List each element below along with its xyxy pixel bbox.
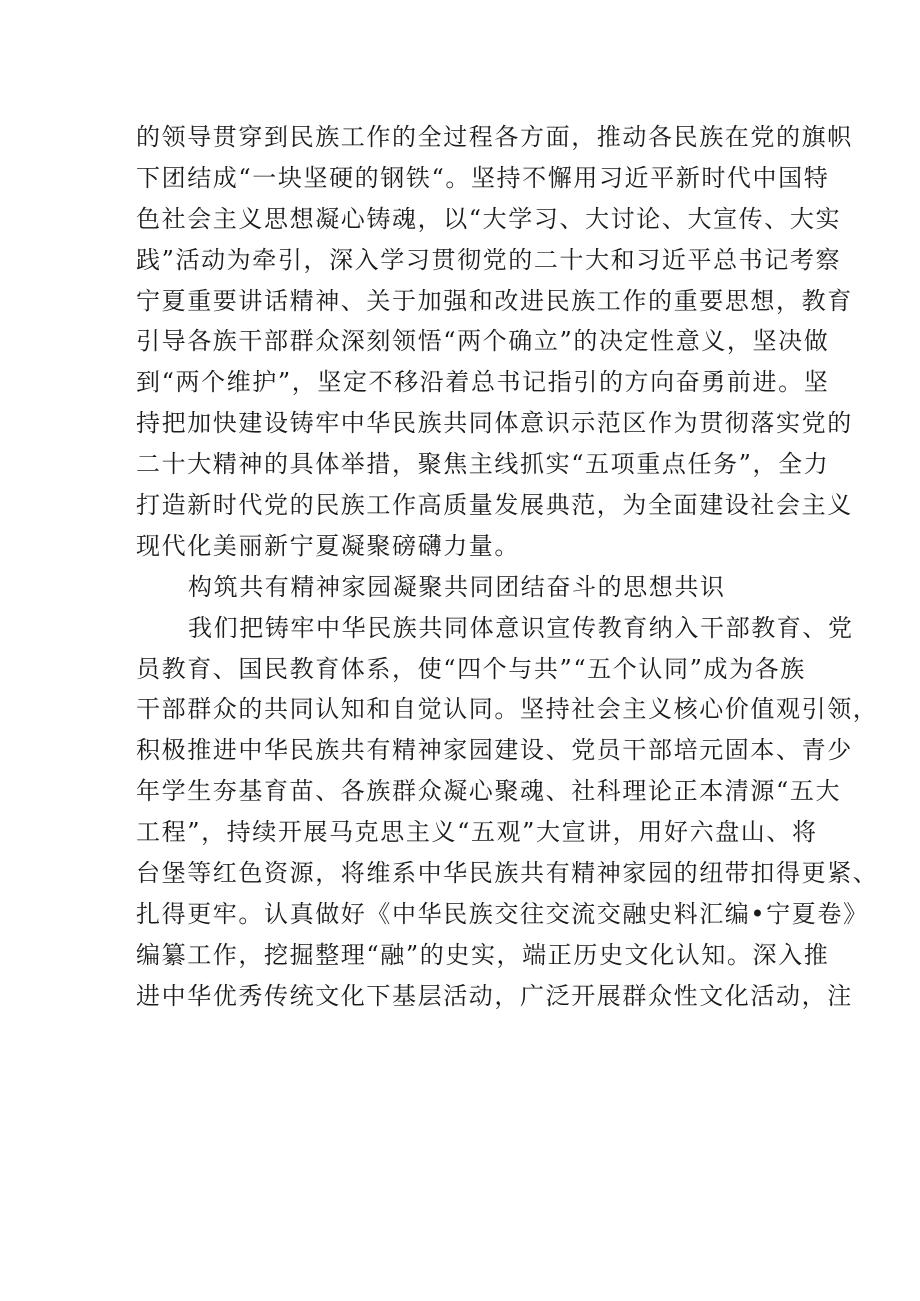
paragraph-line-6: 引导各族干部群众深刻领悟“两个确立”的决定性意义，坚决做 xyxy=(136,327,830,356)
paragraph-line-8: 持把加快建设铸牢中华民族共同体意识示范区作为贯彻落实党的 xyxy=(136,409,853,438)
document-body xyxy=(136,117,879,1017)
paragraph-line-17: 年学生夯基育苗、各族群众凝心聚魂、社科理论正本清源“五大 xyxy=(136,777,842,806)
paragraph-line-7: 到“两个维护”，坚定不移沿着总书记指引的方向奋勇前进。坚 xyxy=(136,368,830,397)
paragraph-line-13: 我们把铸牢中华民族共同体意识宣传教育纳入干部教育、党 xyxy=(188,613,854,642)
paragraph-line-11: 现代化美丽新宁夏凝聚磅礴力量。 xyxy=(136,531,520,560)
paragraph-line-3: 色社会主义思想凝心铸魂，以“大学习、大讨论、大宣传、大实 xyxy=(136,204,842,233)
paragraph-line-10: 打造新时代党的民族工作高质量发展典范，为全面建设社会主义 xyxy=(136,491,853,520)
paragraph-line-14: 员教育、国民教育体系，使“四个与共”“五个认同”成为各族 xyxy=(136,654,806,683)
paragraph-line-5: 宁夏重要讲话精神、关于加强和改进民族工作的重要思想，教育 xyxy=(136,286,853,315)
paragraph-line-2: 下团结成“一块坚硬的钢铁“。坚持不懈用习近平新时代中国特 xyxy=(136,163,830,192)
paragraph-line-16: 积极推进中华民族共有精神家园建设、党员干部培元固本、青少 xyxy=(136,736,853,765)
paragraph-line-19: 台堡等红色资源，将维系中华民族共有精神家园的纽带扣得更紧、 xyxy=(136,859,879,888)
paragraph-line-18: 工程”，持续开展马克思主义“五观”大宣讲，用好六盘山、将 xyxy=(136,818,818,847)
paragraph-line-22: 进中华优秀传统文化下基层活动，广泛开展群众性文化活动，注 xyxy=(136,981,853,1010)
paragraph-line-1: 的领导贯穿到民族工作的全过程各方面，推动各民族在党的旗帜 xyxy=(136,123,853,151)
section-heading: 构筑共有精神家园凝聚共同团结奋斗的思想共识 xyxy=(188,572,726,601)
paragraph-line-21: 编纂工作，挖掘整理“融”的史实，端正历史文化认知。深入推 xyxy=(136,940,830,969)
paragraph-line-15: 干部群众的共同认知和自觉认同。坚持社会主义核心价值观引领， xyxy=(136,695,879,724)
paragraph-line-20: 扎得更牢。认真做好《中华民族交往交流交融史料汇编•宁夏卷》 xyxy=(136,899,869,928)
paragraph-line-4: 践”活动为牵引，深入学习贯彻党的二十大和习近平总书记考察 xyxy=(136,245,842,274)
paragraph-line-9: 二十大精神的具体举措，聚焦主线抓实“五项重点任务”，全力 xyxy=(136,450,830,479)
